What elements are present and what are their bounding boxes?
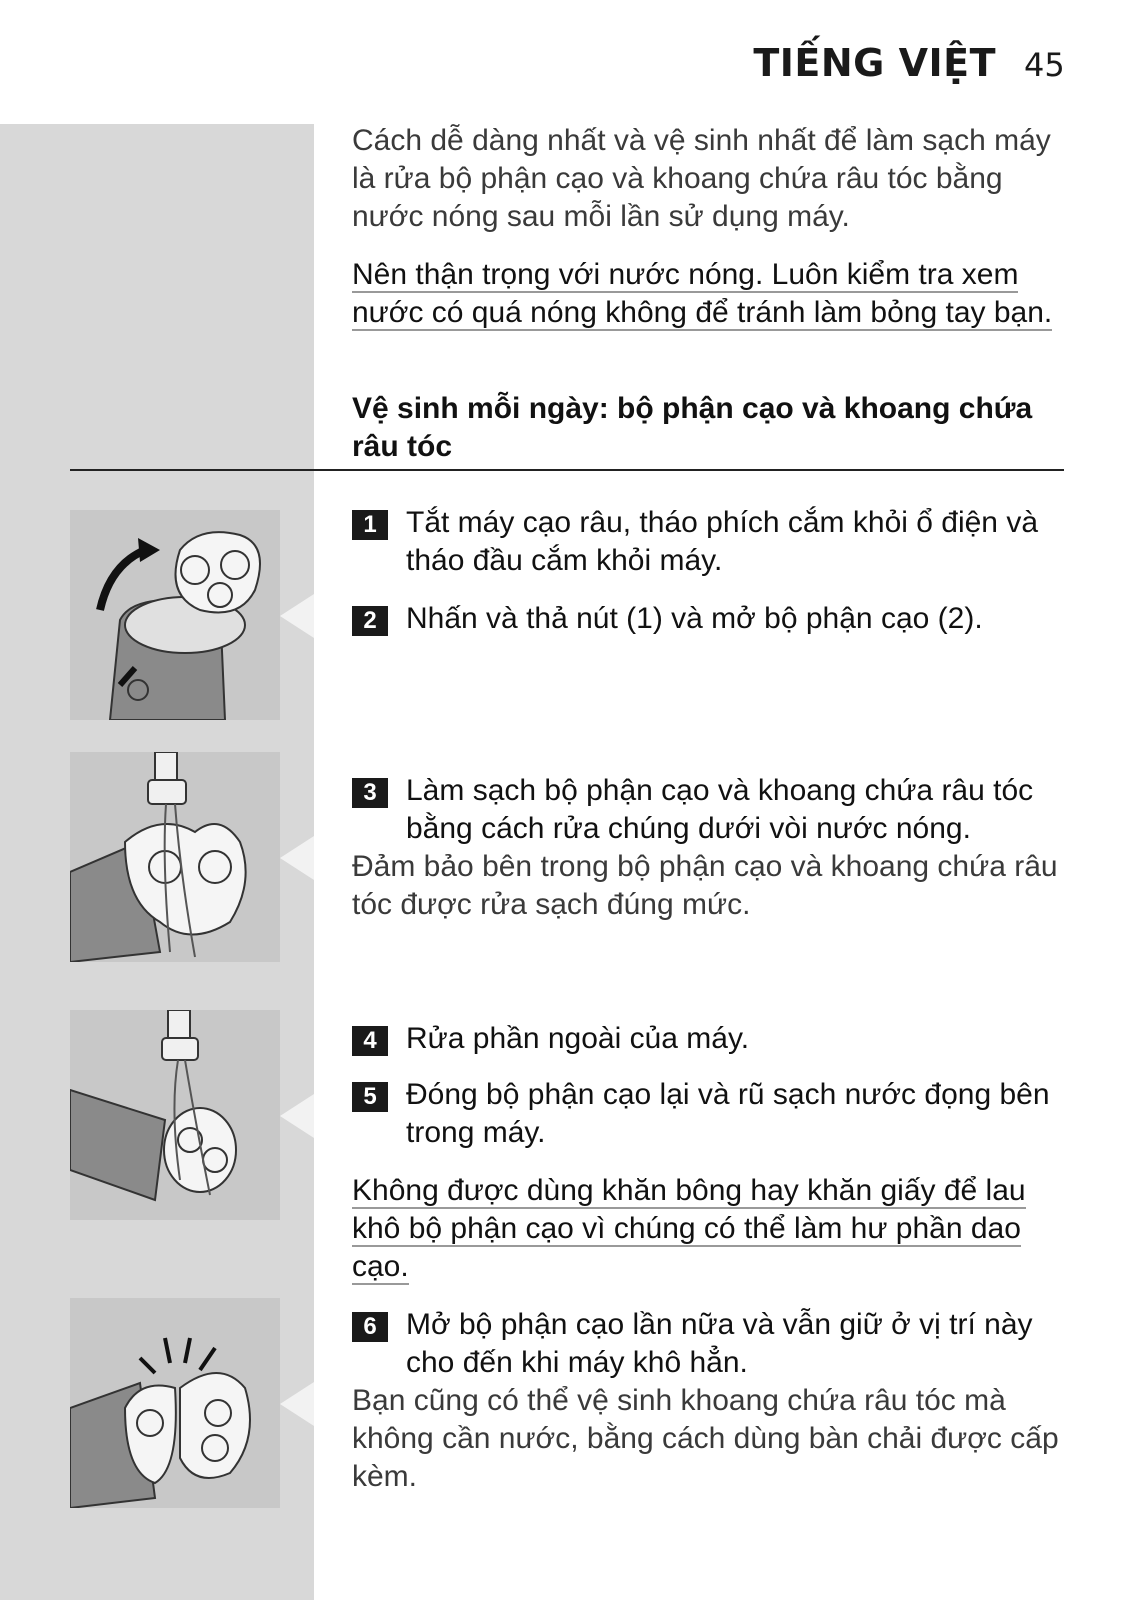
water-tap-icon bbox=[70, 752, 280, 962]
step-text: Rửa phần ngoài của máy. bbox=[406, 1022, 750, 1055]
warning-towel-text: Không được dùng khăn bông hay khăn giấy để lau khô bộ phận cạo vì chúng có thể làm hư phần dao cạo. bbox=[352, 1174, 1026, 1283]
step-6-note: Bạn cũng có thể vệ sinh khoang chứa râu tóc mà không cần nước, bằng cách dùng bàn chải được cấp kèm. bbox=[352, 1384, 1059, 1493]
illustration-pointer bbox=[280, 594, 314, 638]
shaver-rinse-icon bbox=[70, 1010, 280, 1220]
step-number: 1 bbox=[352, 510, 388, 540]
step-text: Làm sạch bộ phận cạo và khoang chứa râu tóc bằng cách rửa chúng dưới vòi nước nóng. bbox=[406, 774, 1034, 845]
illustration-pointer bbox=[280, 1094, 314, 1138]
illustration-open-shaver bbox=[70, 510, 280, 720]
intro-paragraph: Cách dễ dàng nhất và vệ sinh nhất để làm sạch máy là rửa bộ phận cạo và khoang chứa râu tóc bằng nước nóng sau mỗi lần sử dụng máy. bbox=[352, 124, 1051, 233]
step-3 bbox=[352, 772, 1072, 848]
step-number: 2 bbox=[352, 606, 388, 636]
warning-hot-water-text: Nên thận trọng với nước nóng. Luôn kiểm tra xem nước có quá nóng không để tránh làm bỏng tay bạn. bbox=[352, 258, 1053, 329]
step-6 bbox=[352, 1306, 1072, 1382]
warning-towel bbox=[352, 1172, 1072, 1286]
step-text: Mở bộ phận cạo lần nữa và vẫn giữ ở vị trí này cho đến khi máy khô hẳn. bbox=[406, 1308, 1033, 1379]
illustration-rinse-tap bbox=[70, 752, 280, 962]
illustration-pointer bbox=[280, 1382, 314, 1426]
step-2 bbox=[352, 600, 1072, 638]
step-text: Nhấn và thả nút (1) và mở bộ phận cạo (2). bbox=[406, 602, 983, 635]
step-text: Tắt máy cạo râu, tháo phích cắm khỏi ổ điện và tháo đầu cắm khỏi máy. bbox=[406, 506, 1039, 577]
step-5 bbox=[352, 1076, 1072, 1152]
step-4 bbox=[352, 1020, 1072, 1058]
step-text: Đóng bộ phận cạo lại và rũ sạch nước đọng bên trong máy. bbox=[406, 1078, 1050, 1149]
language-header: TIẾNG VIỆT bbox=[753, 41, 996, 85]
open-shaver-icon bbox=[70, 510, 280, 720]
section-divider bbox=[70, 469, 1064, 471]
step-number: 5 bbox=[352, 1082, 388, 1112]
page-number: 45 bbox=[1024, 46, 1065, 84]
step-number: 6 bbox=[352, 1312, 388, 1342]
illustration-open-drying bbox=[70, 1298, 280, 1508]
step-number: 3 bbox=[352, 778, 388, 808]
step-number: 4 bbox=[352, 1026, 388, 1056]
step-1 bbox=[352, 504, 1072, 580]
illustration-pointer bbox=[280, 836, 314, 880]
open-head-drying-icon bbox=[70, 1298, 280, 1508]
warning-hot-water bbox=[352, 256, 1072, 332]
step-3-note: Đảm bảo bên trong bộ phận cạo và khoang chứa râu tóc được rửa sạch đúng mức. bbox=[352, 850, 1058, 921]
illustration-rinse-outside bbox=[70, 1010, 280, 1220]
section-heading: Vệ sinh mỗi ngày: bộ phận cạo và khoang chứa râu tóc bbox=[352, 392, 1033, 463]
